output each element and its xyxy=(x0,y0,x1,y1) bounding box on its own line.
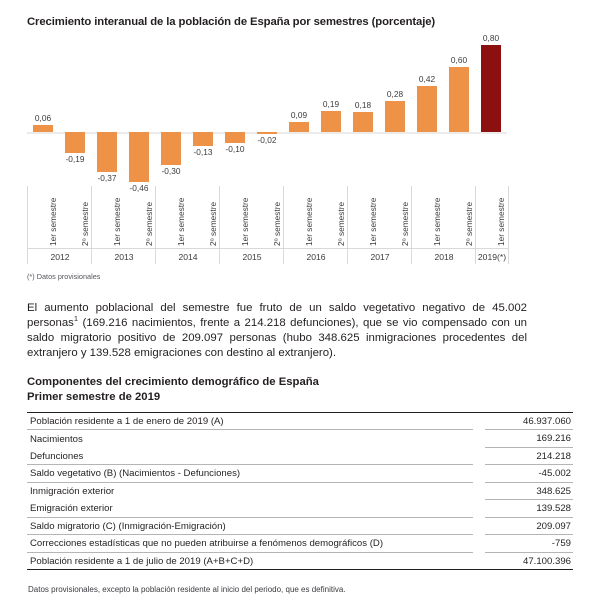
table-cell-gap xyxy=(473,413,485,430)
chart-semester-label: 2º semestre xyxy=(208,201,218,246)
table-cell-value: 209.097 xyxy=(485,517,573,534)
chart-semester-tick xyxy=(386,190,410,246)
chart-bar xyxy=(449,36,469,186)
chart-semester-tick xyxy=(34,190,58,246)
chart-bar-rect xyxy=(129,132,149,182)
chart-semester-label: 1er semestre xyxy=(432,197,442,246)
chart-semester-label: 1er semestre xyxy=(496,197,506,246)
table-cell-label: Nacimientos xyxy=(30,433,83,445)
chart-semester-label: 1er semestre xyxy=(368,197,378,246)
chart-semester-tick xyxy=(418,190,442,246)
chart-year-label: 2017 xyxy=(348,248,412,262)
chart-semester-tick xyxy=(482,190,506,246)
components-table xyxy=(27,412,573,570)
chart-bar xyxy=(33,36,53,186)
summary-paragraph xyxy=(27,301,527,361)
chart-bar-value-label: 0,18 xyxy=(354,100,372,110)
chart-semester-tick xyxy=(450,190,474,246)
chart-bar-rect xyxy=(33,125,53,132)
chart-bar-value-label: 0,06 xyxy=(34,113,52,123)
chart-title: Crecimiento interanual de la población de España por semestres (porcentaje) xyxy=(27,16,436,28)
table-title-line2: Primer semestre de 2019 xyxy=(27,390,161,403)
chart-bar-value-label: 0,60 xyxy=(450,55,468,65)
table-cell-value: 214.218 xyxy=(485,447,573,464)
chart-year-label: 2014 xyxy=(156,248,220,262)
chart-bar-rect xyxy=(193,132,213,146)
chart-year-label: 2016 xyxy=(284,248,348,262)
chart-semester-tick xyxy=(354,190,378,246)
table-row xyxy=(27,517,573,534)
chart-bar xyxy=(225,36,245,186)
chart-bar xyxy=(65,36,85,186)
chart-semester-tick xyxy=(322,190,346,246)
chart-semester-label: 2º semestre xyxy=(80,201,90,246)
chart-bar xyxy=(161,36,181,186)
chart-bar-rect xyxy=(321,111,341,132)
chart-bar-rect xyxy=(97,132,117,172)
chart-bar-value-label: -0,30 xyxy=(161,166,181,176)
chart-bar-value-label: -0,19 xyxy=(65,154,85,164)
table-footnote: Datos provisionales, excepto la población residente al inicio del periodo, que es definitiva. xyxy=(28,585,346,594)
table-cell-gap xyxy=(473,482,485,499)
table-cell-label: Saldo migratorio (C) (Inmigración-Emigración) xyxy=(27,517,473,534)
chart-semester-label: 1er semestre xyxy=(240,197,250,246)
table-cell-gap xyxy=(473,552,485,569)
chart-semester-tick xyxy=(258,190,282,246)
chart-semester-tick xyxy=(130,190,154,246)
chart-bar xyxy=(257,36,277,186)
chart-semester-tick xyxy=(66,190,90,246)
chart-bar-value-label: -0,10 xyxy=(225,144,245,154)
chart-semester-label: 2º semestre xyxy=(144,201,154,246)
chart-bar-rect xyxy=(65,132,85,153)
table-cell-gap xyxy=(473,430,485,447)
table-cell-label: Correcciones estadísticas que no pueden atribuirse a fenómenos demográficos (D) xyxy=(27,535,473,552)
table-cell-label: Población residente a 1 de enero de 2019 (A) xyxy=(27,413,473,430)
table-cell-label: Población residente a 1 de julio de 2019 (A+B+C+D) xyxy=(27,552,473,569)
table-row xyxy=(27,482,573,499)
chart-bar-rect xyxy=(225,132,245,143)
chart-bar-value-label: 0,19 xyxy=(322,99,340,109)
chart-bar xyxy=(417,36,437,186)
chart-semester-tick xyxy=(290,190,314,246)
chart-year-group xyxy=(155,186,220,264)
table-cell-value: 139.528 xyxy=(485,500,573,517)
table-cell-gap xyxy=(473,447,485,464)
table-row xyxy=(27,500,573,517)
chart-bar xyxy=(129,36,149,193)
chart-bar-rect xyxy=(289,122,309,132)
chart-bar xyxy=(193,36,213,186)
table-title-line1: Componentes del crecimiento demográfico de España xyxy=(27,376,319,388)
table-cell-gap xyxy=(473,465,485,482)
table-row xyxy=(27,430,573,447)
table-row xyxy=(27,535,573,552)
table-cell-value: 47.100.396 xyxy=(485,552,573,569)
components-table-body xyxy=(27,413,573,570)
table-cell-label: Emigración exterior xyxy=(27,500,473,517)
chart-bar xyxy=(321,36,341,186)
chart-bar xyxy=(289,36,309,186)
chart-semester-label: 2º semestre xyxy=(400,201,410,246)
chart-semester-label: 2º semestre xyxy=(336,201,346,246)
chart-bar-value-label: -0,13 xyxy=(193,147,213,157)
chart-bar-rect xyxy=(353,112,373,132)
chart-year-label: 2018 xyxy=(412,248,476,262)
chart-semester-label: 1er semestre xyxy=(112,197,122,246)
bar-chart xyxy=(27,33,507,266)
chart-semester-label: 1er semestre xyxy=(176,197,186,246)
chart-x-axis xyxy=(27,186,507,264)
chart-bar-value-label: 0,42 xyxy=(418,74,436,84)
chart-year-group xyxy=(91,186,156,264)
table-cell-gap xyxy=(473,500,485,517)
chart-year-group xyxy=(411,186,476,264)
chart-semester-tick xyxy=(162,190,186,246)
chart-year-group xyxy=(27,186,92,264)
chart-bar-value-label: 0,09 xyxy=(290,110,308,120)
chart-year-label: 2013 xyxy=(92,248,156,262)
chart-bar-rect xyxy=(417,86,437,132)
chart-bar-rect xyxy=(385,101,405,132)
table-title xyxy=(27,375,547,404)
chart-bar xyxy=(97,36,117,186)
table-cell-label: Defunciones xyxy=(27,447,473,464)
chart-year-label: 2015 xyxy=(220,248,284,262)
table-cell-label: Saldo vegetativo (B) (Nacimientos - Defunciones) xyxy=(27,465,473,482)
chart-bar-rect xyxy=(449,67,469,132)
chart-plot-area xyxy=(27,33,507,193)
chart-semester-label: 2º semestre xyxy=(272,201,282,246)
chart-footnote: (*) Datos provisionales xyxy=(27,272,101,281)
table-cell-gap xyxy=(473,517,485,534)
chart-year-label: 2019(*) xyxy=(476,248,508,262)
chart-year-group xyxy=(347,186,412,264)
table-cell-value: 169.216 xyxy=(485,430,573,447)
chart-semester-tick xyxy=(98,190,122,246)
chart-bar-rect xyxy=(161,132,181,165)
chart-bar-value-label: -0,37 xyxy=(97,173,117,183)
table-cell-value: 348.625 xyxy=(485,482,573,499)
chart-year-label: 2012 xyxy=(28,248,92,262)
paragraph-footnote-marker: 1 xyxy=(73,314,79,324)
chart-bar-value-label: 0,80 xyxy=(482,33,500,43)
chart-year-group xyxy=(219,186,284,264)
chart-semester-tick xyxy=(194,190,218,246)
chart-bar-rect xyxy=(257,132,277,134)
chart-bar-value-label: -0,02 xyxy=(257,135,277,145)
chart-semester-label: 1er semestre xyxy=(48,197,58,246)
chart-bar-rect xyxy=(481,45,501,132)
table-row xyxy=(27,465,573,482)
table-cell-gap xyxy=(473,535,485,552)
chart-bar-value-label: 0,28 xyxy=(386,89,404,99)
chart-semester-tick xyxy=(226,190,250,246)
table-row xyxy=(27,413,573,430)
table-row xyxy=(27,447,573,464)
table-row xyxy=(27,552,573,569)
chart-year-group xyxy=(475,186,509,264)
chart-bar xyxy=(353,36,373,186)
chart-bar-value-label: -0,46 xyxy=(129,183,149,193)
table-cell-value: -45.002 xyxy=(485,465,573,482)
chart-bar xyxy=(385,36,405,186)
table-cell-label: Inmigración exterior xyxy=(30,486,115,498)
paragraph-text-part1: El aumento poblacional del semestre fue fruto de un saldo vegetativo negativo de 45.002 personas xyxy=(27,302,527,330)
chart-semester-label: 2º semestre xyxy=(464,201,474,246)
table-cell-value: 46.937.060 xyxy=(485,413,573,430)
chart-semester-label: 1er semestre xyxy=(304,197,314,246)
chart-bar xyxy=(481,33,501,186)
paragraph-text-part2: (169.216 nacimientos, frente a 214.218 defunciones), que se vio compensado con un saldo migratorio positivo de 209.097 personas (hubo 348.625 inmigraciones procedentes del extranjero y 139.528 emigraciones con destino al extranjero). xyxy=(27,317,527,360)
table-cell-value: -759 xyxy=(485,535,573,552)
chart-year-group xyxy=(283,186,348,264)
